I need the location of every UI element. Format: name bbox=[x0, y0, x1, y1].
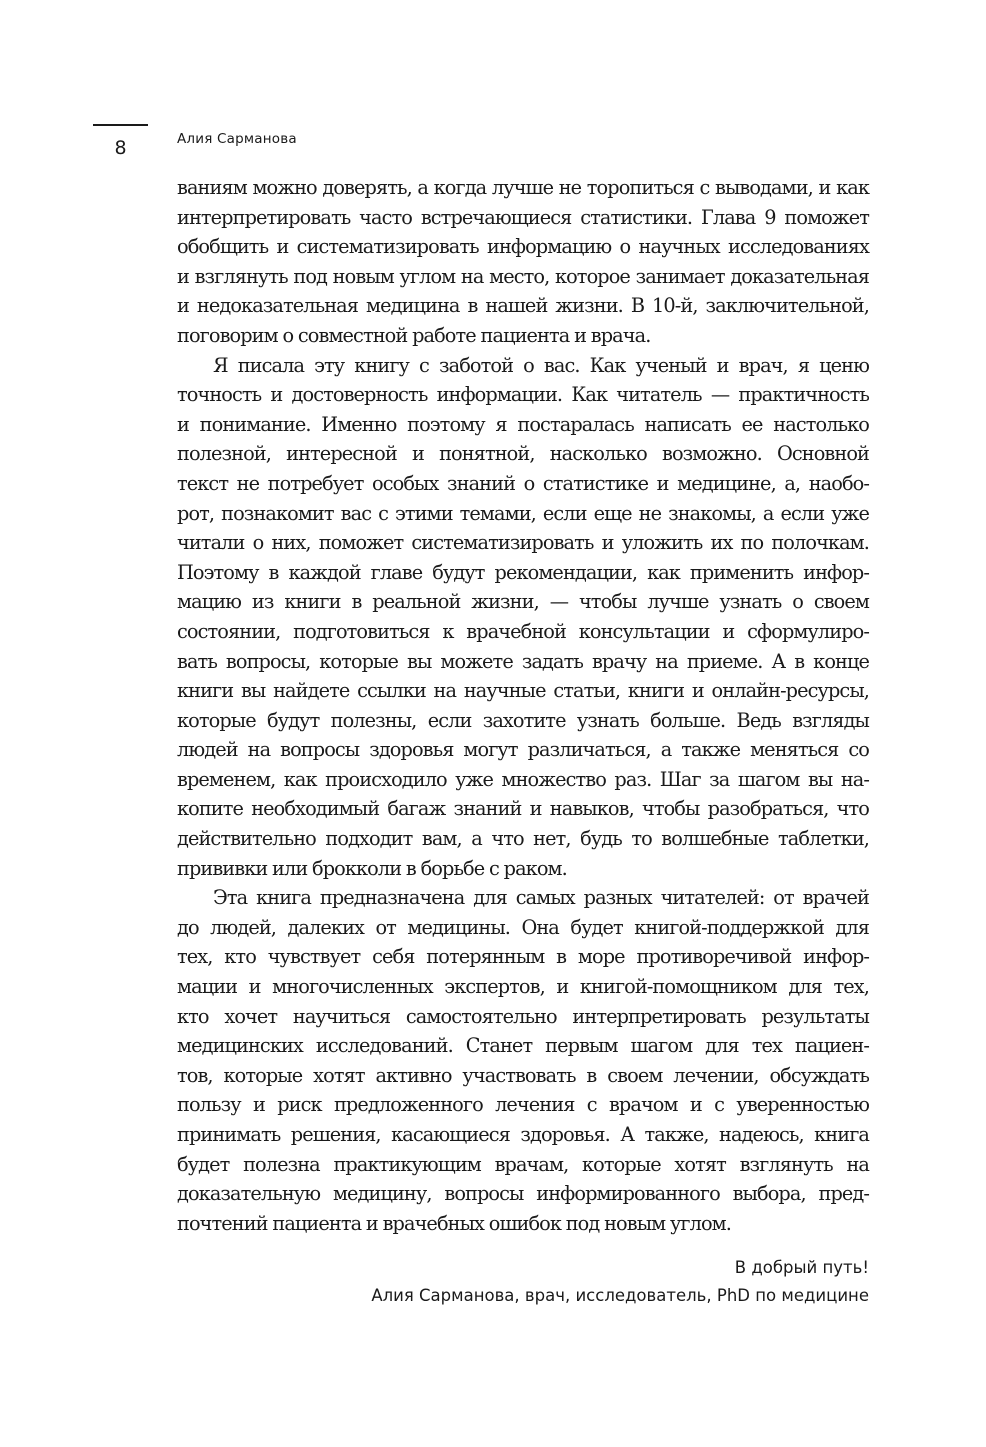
text-line: кто хочет научиться самостоятельно интерпретировать результаты bbox=[177, 1004, 869, 1028]
text-line: полезной, интересной и понятной, насколько возможно. Основной bbox=[177, 442, 869, 466]
text-line: копите необходимый багаж знаний и навыков, чтобы разобраться, что bbox=[177, 797, 869, 821]
text-line: обобщить и систематизировать информацию о научных исследованиях bbox=[177, 235, 869, 259]
text-line: людей на вопросы здоровья могут различаться, а также меняться со bbox=[177, 738, 869, 762]
text-line: вать вопросы, которые вы можете задать врачу на приеме. А в конце bbox=[177, 649, 869, 673]
text-line: до людей, далеких от медицины. Она будет книгой-поддержкой для bbox=[177, 915, 869, 939]
text-line: тов, которые хотят активно участвовать в своем лечении, обсуждать bbox=[177, 1063, 869, 1087]
text-line: и недоказательная медицина в нашей жизни. В 10-й, заключительной, bbox=[177, 294, 869, 318]
text-line: пользу и риск предложенного лечения с врачом и с уверенностью bbox=[177, 1093, 869, 1117]
text-line: Поэтому в каждой главе будут рекомендации, как применить инфор- bbox=[177, 560, 869, 584]
text-line: мацию из книги в реальной жизни, — чтобы лучше узнать о своем bbox=[177, 590, 869, 614]
text-line: и понимание. Именно поэтому я постаралась написать ее настолько bbox=[177, 412, 869, 436]
text-line: поговорим о совместной работе пациента и врача. bbox=[177, 323, 651, 347]
text-line: ваниям можно доверять, а когда лучше не торопиться с выводами, и как bbox=[177, 176, 869, 199]
body-text bbox=[177, 173, 869, 1238]
text-line: Я писала эту книгу с заботой о вас. Как ученый и врач, я ценю bbox=[213, 353, 869, 377]
text-line: почтений пациента и врачебных ошибок под новым углом. bbox=[177, 1211, 732, 1235]
text-line: интерпретировать часто встречающиеся статистики. Глава 9 поможет bbox=[177, 205, 869, 229]
text-line: состоянии, подготовиться к врачебной консультации и сформулиро- bbox=[177, 619, 869, 643]
paragraph bbox=[177, 883, 869, 1238]
text-line: принимать решения, касающиеся здоровья. А также, надеюсь, книга bbox=[177, 1123, 869, 1146]
text-line: мации и многочисленных экспертов, и книгой-помощником для тех, bbox=[177, 975, 869, 999]
paragraph bbox=[177, 173, 869, 351]
text-line: действительно подходит вам, а что нет, будь то волшебные таблетки, bbox=[177, 827, 869, 851]
header-rule bbox=[93, 124, 148, 126]
text-line: прививки или брокколи в борьбе с раком. bbox=[177, 856, 567, 880]
text-line: и взглянуть под новым углом на место, которое занимает доказательная bbox=[177, 264, 869, 288]
text-line: рот, познакомит вас с этими темами, если еще не знакомы, а если уже bbox=[177, 501, 869, 525]
text-line: читали о них, поможет систематизировать и уложить их по полочкам. bbox=[177, 531, 869, 555]
page-number: 8 bbox=[114, 137, 127, 159]
text-line: книги вы найдете ссылки на научные статьи, книги и онлайн-ресурсы, bbox=[177, 679, 869, 703]
text-line: текст не потребует особых знаний о статистике и медицине, а, наобо- bbox=[177, 471, 869, 495]
closing-greeting: В добрый путь! bbox=[734, 1258, 869, 1277]
running-head-author: Алия Сарманова bbox=[177, 131, 297, 147]
text-line: точность и достоверность информации. Как читатель — практичность bbox=[177, 383, 869, 407]
text-line: Эта книга предназначена для самых разных читателей: от врачей bbox=[213, 886, 869, 910]
paragraph bbox=[177, 351, 869, 884]
text-line: будет полезна практикующим врачам, которые хотят взглянуть на bbox=[177, 1152, 869, 1176]
closing-signature: Алия Сарманова, врач, исследователь, PhD по медицине bbox=[371, 1286, 869, 1305]
text-line: временем, как происходило уже множество раз. Шаг за шагом вы на- bbox=[177, 767, 869, 791]
text-line: которые будут полезны, если захотите узнать больше. Ведь взгляды bbox=[177, 708, 869, 732]
text-line: доказательную медицину, вопросы информированного выбора, пред- bbox=[177, 1182, 869, 1206]
text-line: тех, кто чувствует себя потерянным в море противоречивой инфор- bbox=[177, 945, 869, 969]
text-line: медицинских исследований. Станет первым шагом для тех пациен- bbox=[177, 1034, 869, 1058]
